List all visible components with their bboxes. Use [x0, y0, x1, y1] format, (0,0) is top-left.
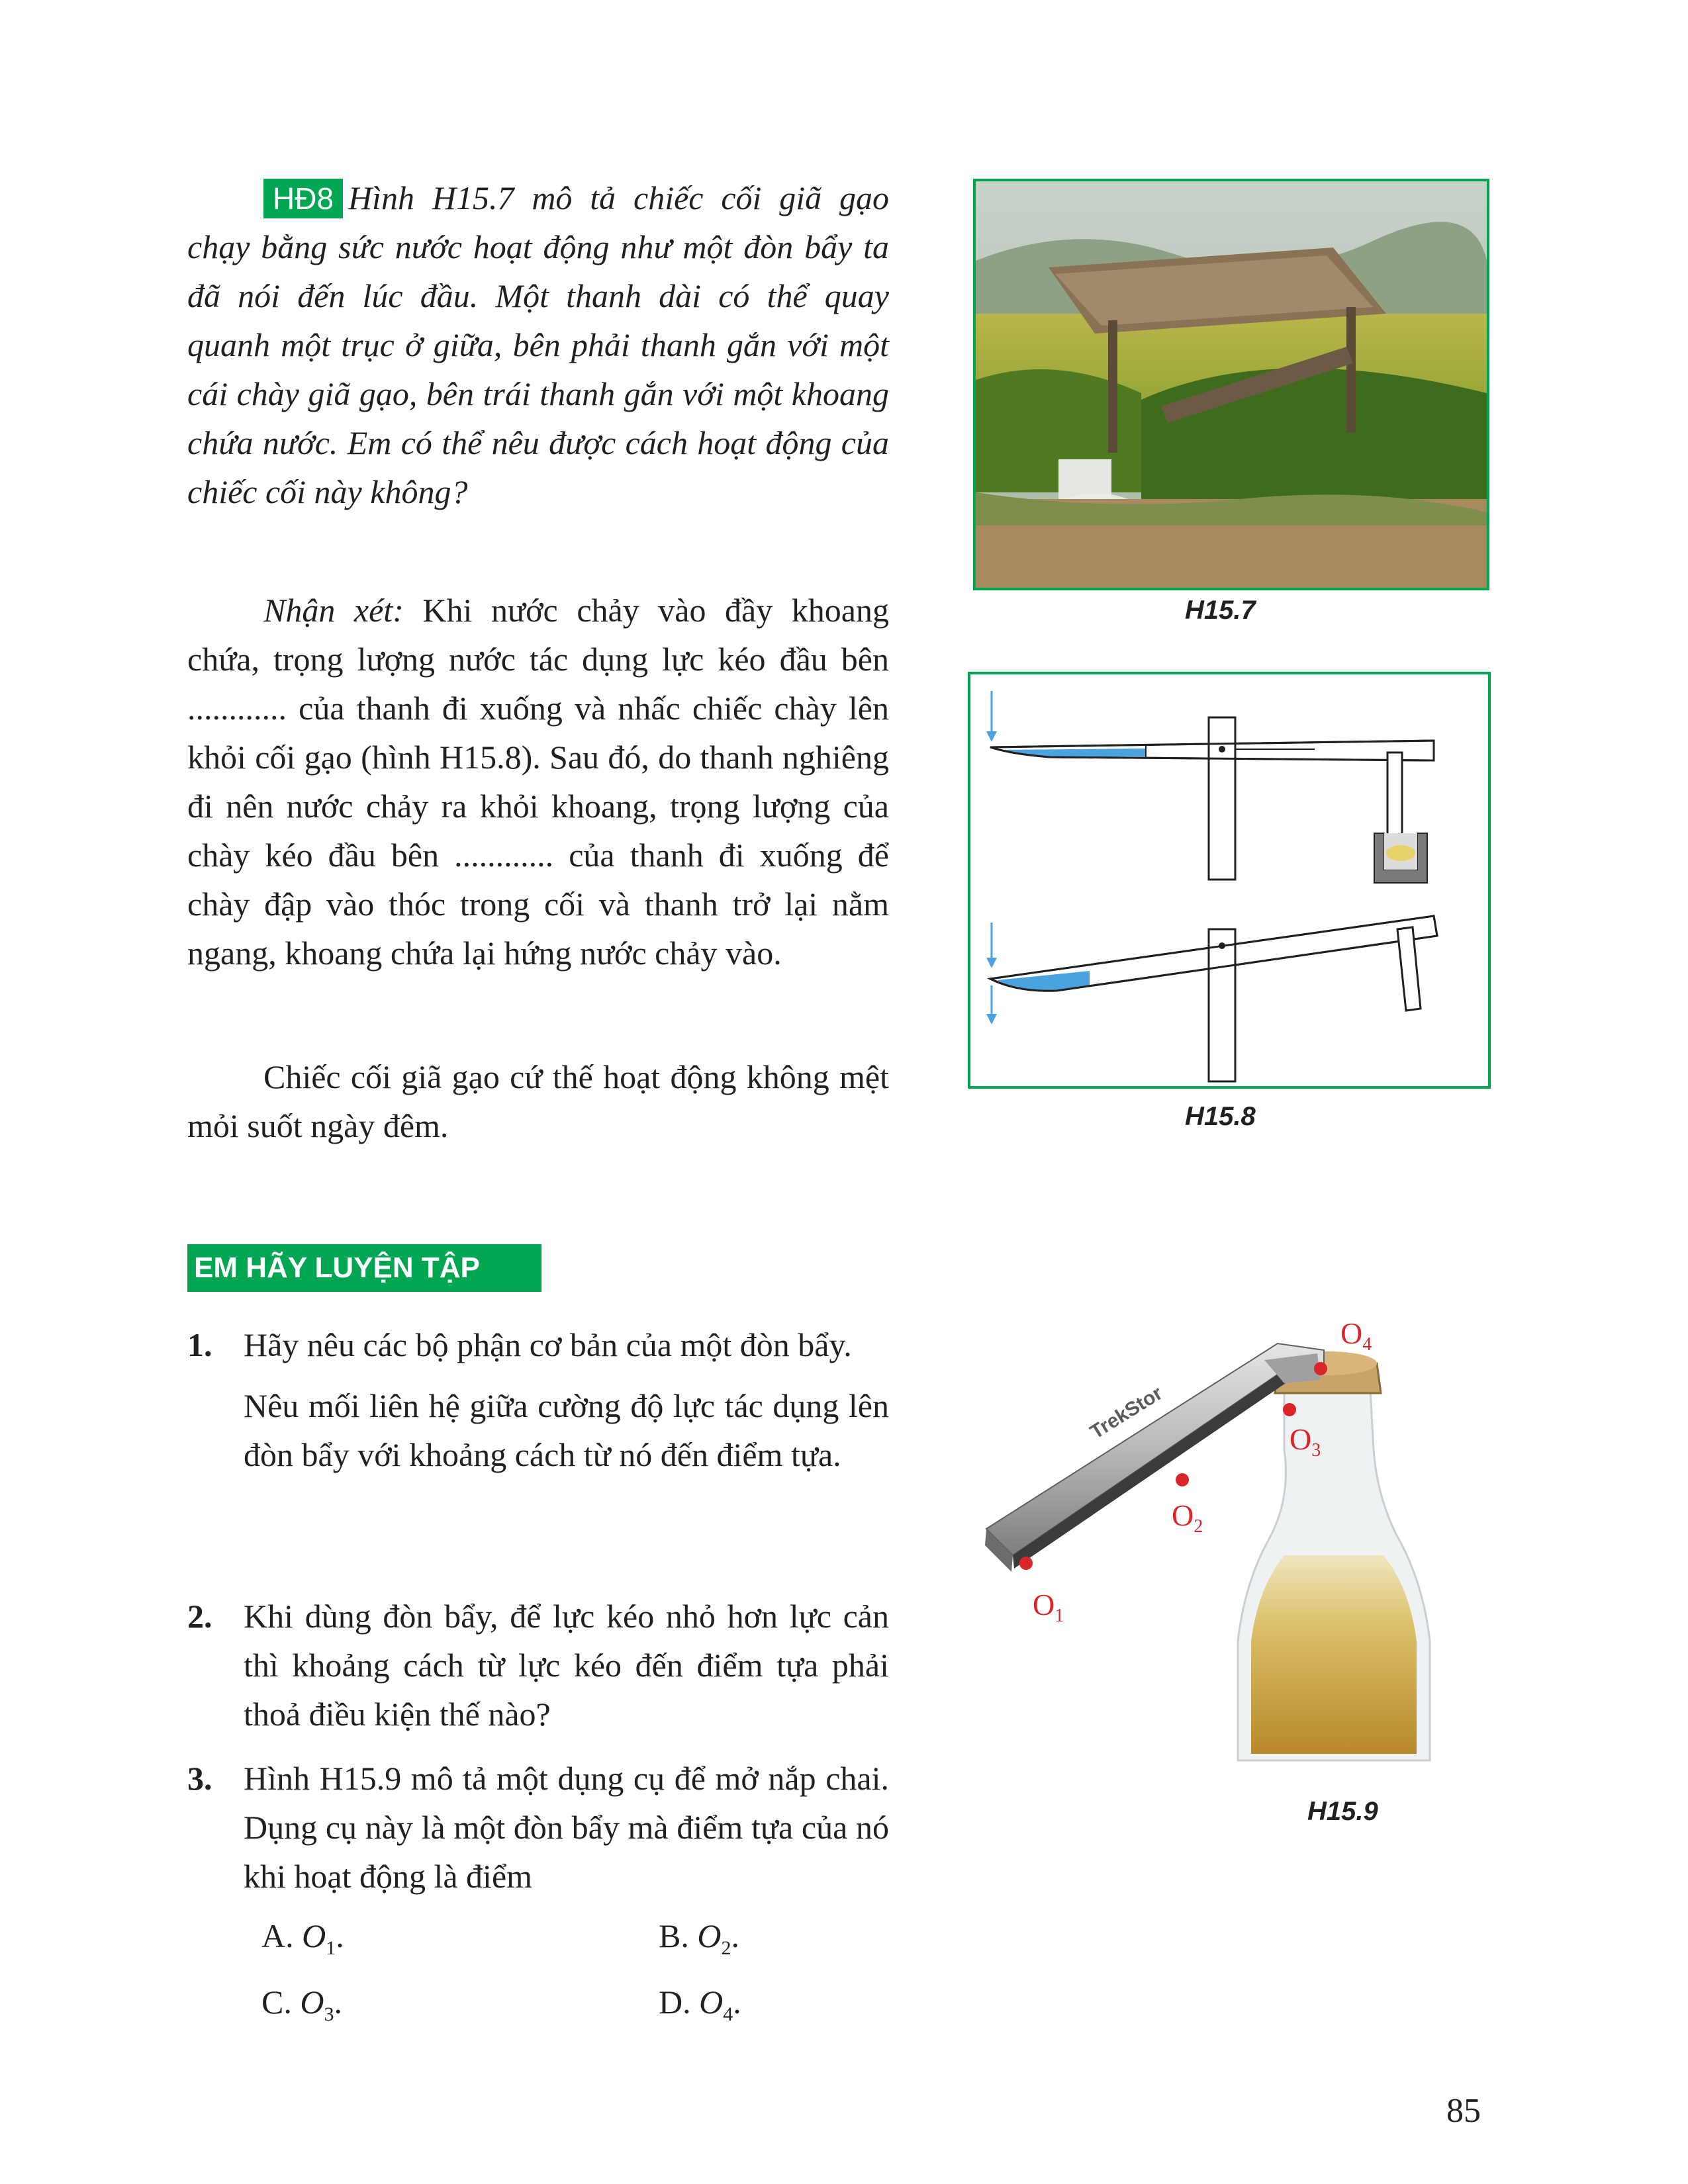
conclusion-paragraph: Chiếc cối giã gạo cứ thế hoạt động không mệt mỏi suốt ngày đêm.: [187, 1058, 889, 1144]
question-text: Khi dùng đòn bẩy, để lực kéo nhỏ hơn lực cản thì khoảng cách từ lực kéo đến điểm tựa phải thoả điều kiện thế nào?: [244, 1598, 889, 1733]
option-b[interactable]: B. $O_2$.: [659, 1917, 739, 1959]
remark-paragraph: [187, 586, 889, 978]
point-o3-label: $O_3$: [1289, 1422, 1321, 1461]
point-o2-marker: [1176, 1473, 1189, 1486]
rice-grain: [1386, 845, 1415, 861]
figure-h15-9-caption: H15.9: [1307, 1797, 1378, 1826]
question-1: [187, 1320, 889, 1479]
question-2: [187, 1592, 889, 1739]
hd8-badge: HĐ8: [263, 179, 343, 218]
question-text-2: Nêu mối liên hệ giữa cường độ lực tác dụng lên đòn bẩy với khoảng cách từ nó đến điểm tựa.: [244, 1387, 889, 1473]
pestle-bottom: [1397, 927, 1421, 1011]
hd8-text: Hình H15.7 mô tả chiếc cối giã gạo chạy bằng sức nước hoạt động như một đòn bẩy ta đã nói đến lúc đầu. Một thanh dài có thể quay quanh một trục ở giữa, bên phải thanh gắn với một cái chày giã gạo, bên trái thanh gắn với một khoang chứa nước. Em có thể nêu được cách hoạt động của chiếc cối này không?: [187, 179, 889, 510]
point-o2-label: $O_2$: [1172, 1498, 1203, 1537]
question-number: 2.: [187, 1598, 212, 1635]
point-o1-marker: [1019, 1557, 1033, 1570]
point-o4-label: $O_4$: [1340, 1316, 1372, 1355]
fulcrum-post-bottom: [1209, 929, 1235, 1081]
lever-diagram: [970, 674, 1488, 1086]
question-text: Hình H15.9 mô tả một dụng cụ để mở nắp chai. Dụng cụ này là một đòn bẩy mà điểm tựa của nó khi hoạt động là điểm: [244, 1760, 889, 1895]
question-number: 1.: [187, 1326, 212, 1363]
option-d[interactable]: D. $O_4$.: [659, 1983, 741, 2025]
figure-h15-7: [973, 179, 1489, 590]
question-3: [187, 1754, 889, 1901]
remark-text: Khi nước chảy vào đầy khoang chứa, trọng lượng nước tác dụng lực kéo đầu bên ............ của thanh đi xuống và nhấc chiếc chày lên khỏi cối gạo (hình H15.8). Sau đó, do thanh nghiêng đi nên nước chảy ra khỏi khoang, trọng lượng của chày kéo đầu bên ............ của thanh đi xuống để chày đập vào thóc trong cối và thanh trở lại nằm ngang, khoang chứa lại hứng nước chảy vào.: [187, 592, 889, 972]
page-number: 85: [1446, 2092, 1481, 2130]
opener-body: [986, 1343, 1324, 1555]
figure-h15-8: [968, 672, 1491, 1089]
remark-label: Nhận xét:: [263, 592, 404, 629]
pivot-point: [1219, 746, 1225, 752]
hd8-paragraph: [187, 173, 889, 516]
opener-brand: TrekStor: [1086, 1382, 1166, 1443]
point-o1-label: $O_1$: [1033, 1588, 1064, 1626]
rice-mortar-photo: [976, 181, 1487, 588]
figure-h15-8-caption: H15.8: [1185, 1102, 1256, 1131]
point-o4-marker: [1314, 1362, 1327, 1375]
fulcrum-post-top: [1209, 717, 1235, 880]
option-a[interactable]: A. $O_1$.: [261, 1917, 344, 1959]
question-number: 3.: [187, 1760, 212, 1797]
figure-h15-9: [973, 1297, 1496, 1774]
option-c[interactable]: C. $O_3$.: [261, 1983, 342, 2025]
point-o3-marker: [1283, 1403, 1296, 1416]
bottle-opener-photo: [973, 1297, 1496, 1774]
beer: [1251, 1555, 1417, 1754]
section-title: EM HÃY LUYỆN TẬP: [187, 1244, 541, 1292]
question-text: Hãy nêu các bộ phận cơ bản của một đòn bẩy.: [244, 1326, 852, 1363]
figure-h15-7-caption: H15.7: [1185, 596, 1256, 625]
